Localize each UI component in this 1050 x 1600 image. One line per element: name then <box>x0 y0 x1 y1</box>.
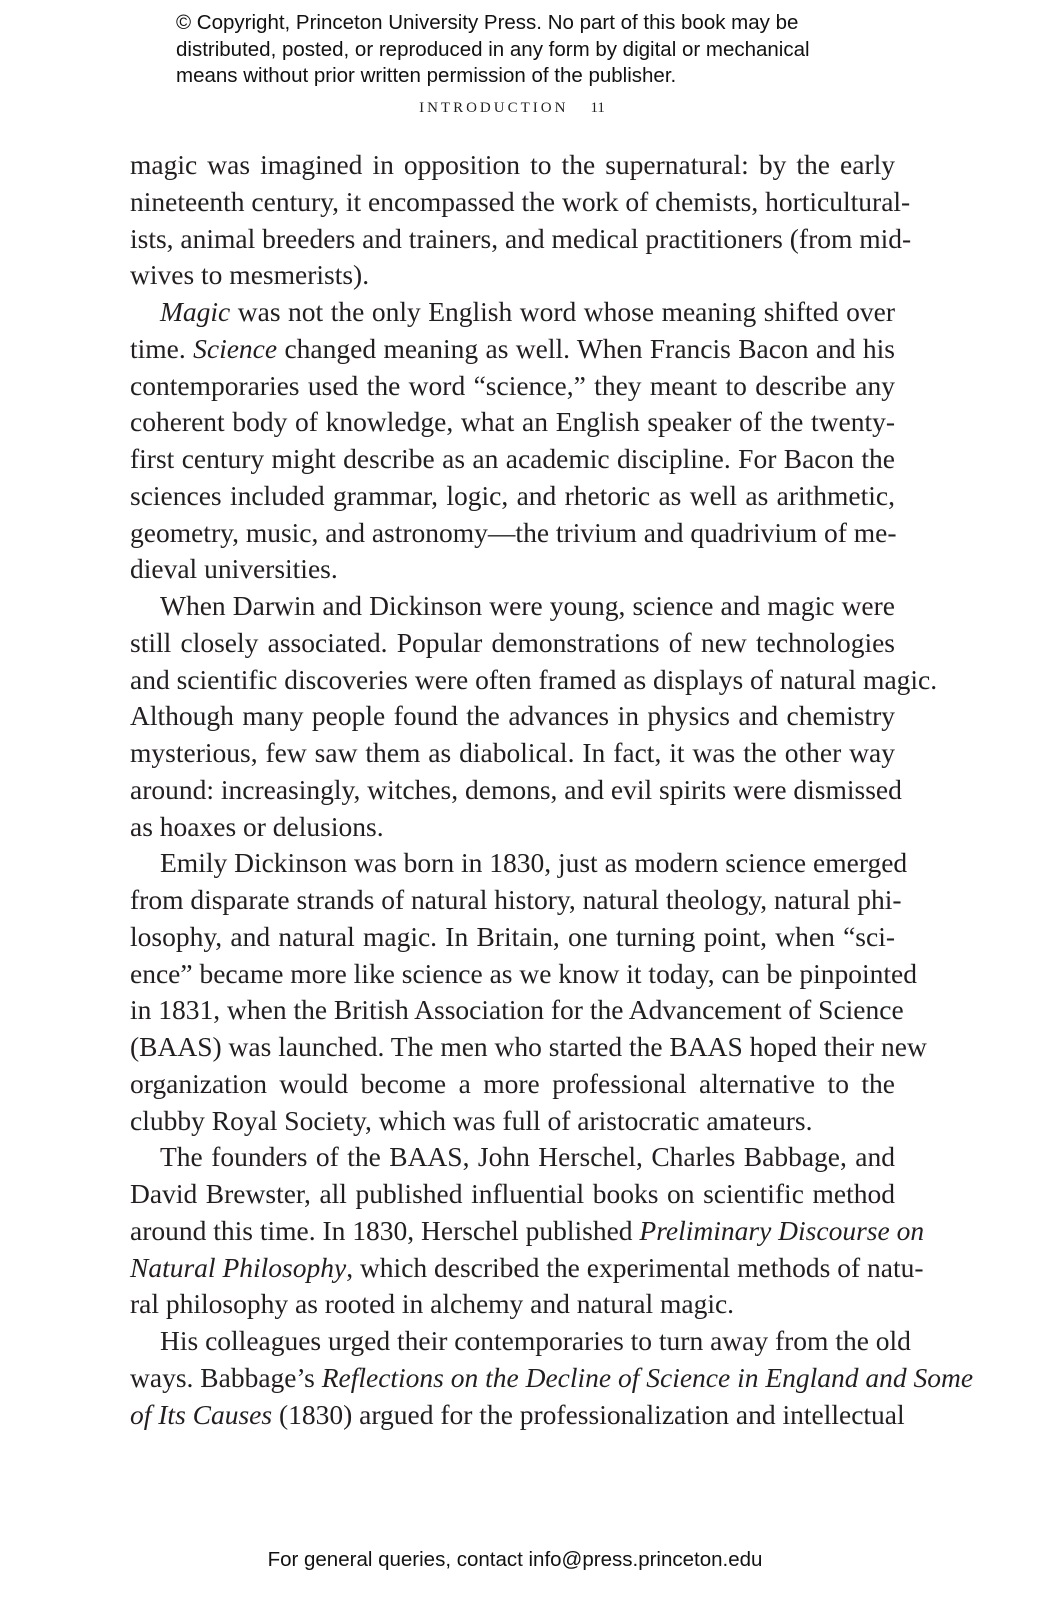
text-line: ral philosophy as rooted in alchemy and natural magic. <box>130 1288 735 1320</box>
text-line: losophy, and natural magic. In Britain, one turning point, when “sci- <box>130 920 895 952</box>
text-line: magic was imagined in opposition to the supernatural: by the early <box>130 149 895 180</box>
text-line: David Brewster, all published influential books on scientific method <box>130 1178 895 1209</box>
text-line: as hoaxes or delusions. <box>130 810 384 842</box>
text-line: ways. Babbage’s Reflections on the Decline of Science in England and Some <box>130 1361 974 1393</box>
text-line: nineteenth century, it encompassed the work of chemists, horticultural- <box>130 185 911 217</box>
text-line: around this time. In 1830, Herschel published Preliminary Discourse on <box>130 1214 925 1246</box>
text-line: contemporaries used the word “science,” they meant to describe any <box>130 369 895 401</box>
text-line: of Its Causes (1830) argued for the professionalization and intellectual <box>130 1398 905 1430</box>
copyright-line: means without prior written permission of the publisher. <box>176 64 677 87</box>
copyright-line: distributed, posted, or reproduced in any form by digital or mechanical <box>176 37 810 61</box>
text-line: His colleagues urged their contemporaries to turn away from the old <box>160 1325 911 1356</box>
body-text <box>130 147 974 1433</box>
text-line: Magic was not the only English word whose meaning shifted over <box>160 296 895 327</box>
text-line: Natural Philosophy, which described the experimental methods of natu- <box>130 1251 924 1283</box>
text-line: ists, animal breeders and trainers, and medical practitioners (from mid- <box>130 222 912 254</box>
text-line: time. Science changed meaning as well. When Francis Bacon and his <box>130 332 895 364</box>
text-line: organization would become a more professional alternative to the <box>130 1067 895 1099</box>
text-line: around: increasingly, witches, demons, and evil spirits were dismissed <box>130 773 902 805</box>
text-line: geometry, music, and astronomy—the trivium and quadrivium of me- <box>130 516 897 548</box>
text-line: dieval universities. <box>130 553 338 585</box>
text-line: The founders of the BAAS, John Herschel, Charles Babbage, and <box>160 1141 895 1173</box>
page-number: 11 <box>590 100 605 116</box>
text-line: (BAAS) was launched. The men who started the BAAS hoped their new <box>130 1031 927 1062</box>
book-title: Reflections on the Decline of Science in England and Some <box>321 1361 974 1393</box>
text-line: wives to mesmerists). <box>130 259 370 291</box>
text-line: ence” became more like science as we know it today, can be pinpointed <box>130 957 917 989</box>
text-line: Although many people found the advances in physics and chemistry <box>130 700 895 732</box>
paragraph <box>130 845 927 1139</box>
text-line: When Darwin and Dickinson were young, science and magic were <box>160 590 895 621</box>
book-title: Natural Philosophy <box>130 1251 347 1283</box>
text-line: clubby Royal Society, which was full of aristocratic amateurs. <box>130 1104 813 1136</box>
running-head <box>0 100 1024 117</box>
book-title: of Its Causes <box>130 1398 273 1430</box>
text-line: sciences included grammar, logic, and rhetoric as well as arithmetic, <box>130 479 895 511</box>
text-line: first century might describe as an academic discipline. For Bacon the <box>130 443 895 474</box>
emphasis: Science <box>193 332 278 364</box>
emphasis: Magic <box>160 296 231 327</box>
book-title: Preliminary Discourse on <box>639 1214 925 1246</box>
contact-footer <box>0 1548 1030 1572</box>
contact-text: For general queries, contact info@press.princeton.edu <box>267 1548 763 1571</box>
text-line: from disparate strands of natural history, natural theology, natural phi- <box>130 884 902 915</box>
section-title: INTRODUCTION <box>419 100 569 116</box>
text-line: coherent body of knowledge, what an English speaker of the twenty- <box>130 406 895 438</box>
text-line: in 1831, when the British Association for the Advancement of Science <box>130 994 904 1026</box>
paragraph <box>130 1323 974 1433</box>
paragraph <box>130 588 938 845</box>
paragraph <box>130 294 895 588</box>
copyright-notice <box>176 10 896 90</box>
text-line: Emily Dickinson was born in 1830, just as modern science emerged <box>160 847 908 879</box>
text-line: still closely associated. Popular demonstrations of new technologies <box>130 626 895 658</box>
text-line: mysterious, few saw them as diabolical. In fact, it was the other way <box>130 737 895 768</box>
copyright-line: © Copyright, Princeton University Press. No part of this book may be <box>176 11 799 34</box>
text-line: and scientific discoveries were often framed as displays of natural magic. <box>130 663 938 695</box>
paragraph <box>130 1139 925 1323</box>
paragraph <box>130 147 912 294</box>
